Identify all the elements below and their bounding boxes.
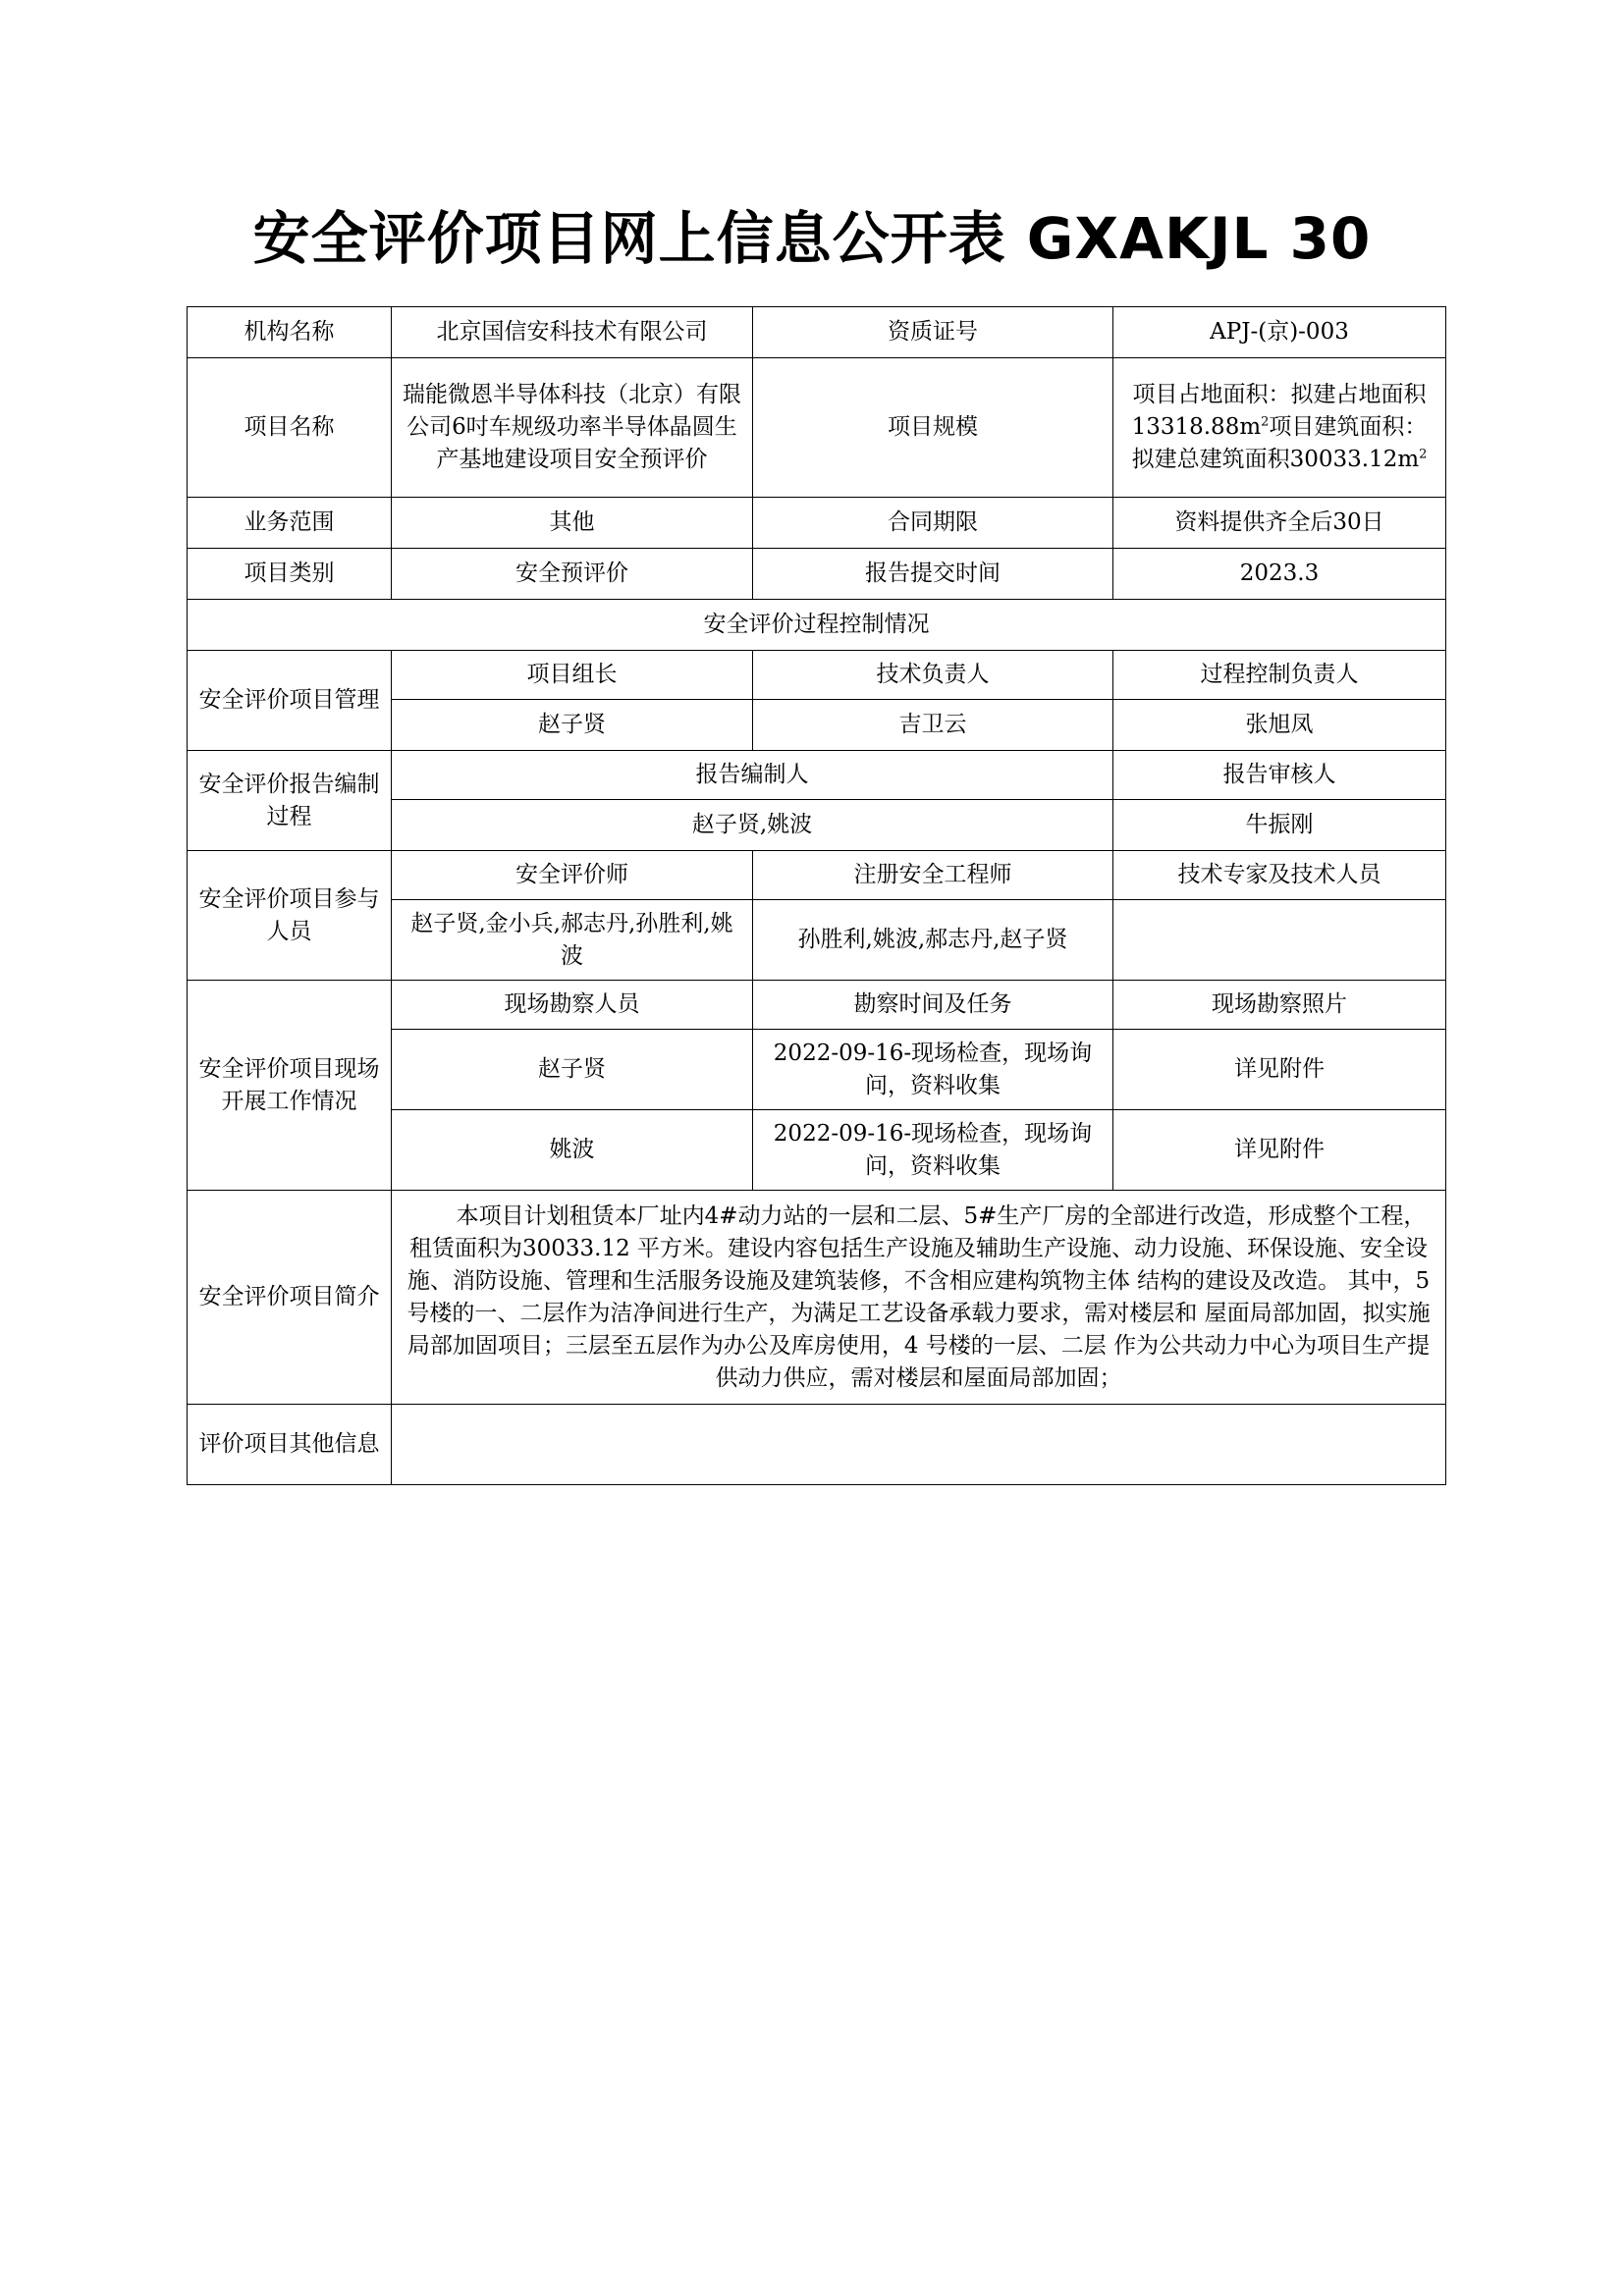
leader-label: 项目组长 [392,651,753,700]
project-scale-label: 项目规模 [753,358,1113,498]
business-scope-value: 其他 [392,498,753,549]
table-row [188,1191,1446,1405]
expert-value [1113,900,1446,981]
table-row [188,307,1446,358]
project-intro-label: 安全评价项目简介 [188,1191,392,1405]
contract-period-label: 合同期限 [753,498,1113,549]
other-info-label: 评价项目其他信息 [188,1405,392,1485]
tech-lead-label: 技术负责人 [753,651,1113,700]
engineer-label: 注册安全工程师 [753,851,1113,900]
unit-superscript: 2 [1261,414,1270,430]
report-time-label: 报告提交时间 [753,549,1113,600]
project-scale-building: 项目建筑面积：拟建总建筑面积30033.12m [1131,414,1428,472]
report-time-value: 2023.3 [1113,549,1446,600]
site-staff-value: 赵子贤 [392,1030,753,1110]
site-staff-label: 现场勘察人员 [392,981,753,1030]
report-process-label: 安全评价报告编制过程 [188,751,392,851]
table-row [188,600,1446,651]
project-type-value: 安全预评价 [392,549,753,600]
report-author-value: 赵子贤,姚波 [392,800,1113,851]
leader-value: 赵子贤 [392,700,753,751]
table-row [188,851,1446,900]
report-author-label: 报告编制人 [392,751,1113,800]
contract-period-value: 资料提供齐全后30日 [1113,498,1446,549]
evaluator-label: 安全评价师 [392,851,753,900]
cert-no-value: APJ-(京)-003 [1113,307,1446,358]
site-photo-label: 现场勘察照片 [1113,981,1446,1030]
process-lead-label: 过程控制负责人 [1113,651,1446,700]
project-name-label: 项目名称 [188,358,392,498]
participants-label: 安全评价项目参与人员 [188,851,392,981]
table-row [188,1405,1446,1485]
org-name-value: 北京国信安科技术有限公司 [392,307,753,358]
table-row [188,549,1446,600]
unit-superscript: 2 [1419,447,1428,462]
table-row [188,651,1446,700]
project-name-value: 瑞能微恩半导体科技（北京）有限公司6吋车规级功率半导体晶圆生产基地建设项目安全预评价 [392,358,753,498]
site-photo-value: 详见附件 [1113,1030,1446,1110]
management-label: 安全评价项目管理 [188,651,392,751]
cert-no-label: 资质证号 [753,307,1113,358]
business-scope-label: 业务范围 [188,498,392,549]
site-task-value: 2022-09-16-现场检查，现场询问，资料收集 [753,1030,1113,1110]
report-reviewer-label: 报告审核人 [1113,751,1446,800]
tech-lead-value: 吉卫云 [753,700,1113,751]
expert-label: 技术专家及技术人员 [1113,851,1446,900]
page-title: 安全评价项目网上信息公开表 GXAKJL 30 [252,205,1372,272]
other-info-value [392,1405,1446,1485]
disclosure-table [187,306,1446,1485]
table-row [188,751,1446,800]
site-photo-value: 详见附件 [1113,1110,1446,1191]
org-name-label: 机构名称 [188,307,392,358]
site-staff-value: 姚波 [392,1110,753,1191]
project-type-label: 项目类别 [188,549,392,600]
report-reviewer-value: 牛振刚 [1113,800,1446,851]
site-task-label: 勘察时间及任务 [753,981,1113,1030]
project-intro-text: 本项目计划租赁本厂址内4#动力站的一层和二层、5#生产厂房的全部进行改造，形成整个工程，租赁面积为30033.12 平方米。建设内容包括生产设施及辅助生产设施、动力设施、环保设施、安全设施、消防设施、管理和生活服务设施及建筑装修，不含相应建构筑物主体 结构的建设及改造。 其中，5 号楼的一、二层作为洁净间进行生产，为满足工艺设备承载力要求，需对楼层和 屋面局部加固，拟实施局部加固项目；三层至五层作为办公及库房使用，4 号楼的一层、二层 作为公共动力中心为项目生产提供动力供应，需对楼层和屋面局部加固； [392,1191,1446,1405]
site-work-label: 安全评价项目现场开展工作情况 [188,981,392,1191]
process-heading: 安全评价过程控制情况 [188,600,1446,651]
site-task-value: 2022-09-16-现场检查，现场询问，资料收集 [753,1110,1113,1191]
project-scale-land: 项目占地面积：拟建占地面积13318.88m [1131,382,1427,440]
project-scale-value [1113,358,1446,498]
table-row [188,498,1446,549]
process-lead-value: 张旭凤 [1113,700,1446,751]
table-row [188,981,1446,1030]
table-row [188,358,1446,498]
engineer-value: 孙胜利,姚波,郝志丹,赵子贤 [753,900,1113,981]
evaluator-value: 赵子贤,金小兵,郝志丹,孙胜利,姚波 [392,900,753,981]
